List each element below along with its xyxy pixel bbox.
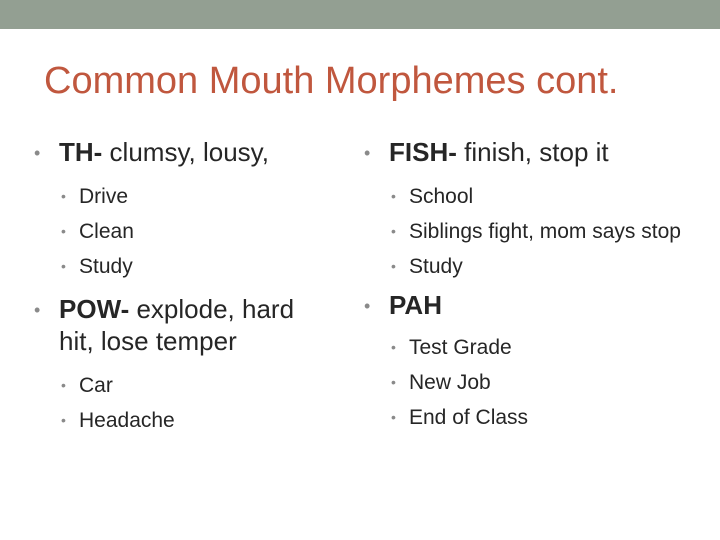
definition-fish: finish, stop it bbox=[456, 137, 609, 167]
sub-bullet: • Study bbox=[391, 255, 463, 278]
bullet-dot-icon: • bbox=[61, 188, 66, 204]
keyword-th: TH- bbox=[59, 137, 103, 167]
definition-th: clumsy, lousy, bbox=[102, 137, 269, 167]
bullet-dot-icon: • bbox=[391, 409, 396, 425]
sub-bullet: • New Job bbox=[391, 371, 491, 394]
bullet-dot-icon: • bbox=[364, 296, 371, 316]
slide-title: Common Mouth Morphemes cont. bbox=[44, 60, 619, 102]
bullet-dot-icon: • bbox=[34, 143, 41, 163]
bullet-dot-icon: • bbox=[61, 377, 66, 393]
sub-bullet: • Headache bbox=[61, 409, 175, 432]
bullet-dot-icon: • bbox=[391, 223, 396, 239]
bullet-dot-icon: • bbox=[61, 223, 66, 239]
bullet-dot-icon: • bbox=[391, 374, 396, 390]
bullet-pow bbox=[34, 293, 329, 357]
bullet-dot-icon: • bbox=[364, 143, 371, 163]
bullet-dot-icon: • bbox=[391, 339, 396, 355]
bullet-dot-icon: • bbox=[61, 412, 66, 428]
bullet-th bbox=[34, 136, 344, 168]
keyword-pah: PAH bbox=[389, 290, 442, 320]
sub-bullet: • Siblings fight, mom says stop bbox=[391, 220, 681, 243]
bullet-pah bbox=[364, 289, 694, 321]
sub-bullet: • School bbox=[391, 185, 474, 208]
right-column bbox=[364, 136, 694, 440]
sub-bullet: • Car bbox=[61, 374, 113, 397]
sub-bullet: • End of Class bbox=[391, 406, 529, 429]
top-accent-bar bbox=[0, 0, 720, 29]
left-column bbox=[34, 136, 344, 443]
bullet-dot-icon: • bbox=[34, 300, 41, 320]
definition-pow: explode, hard hit, lose temper bbox=[59, 294, 295, 356]
bullet-dot-icon: • bbox=[61, 258, 66, 274]
sub-bullet: • Clean bbox=[61, 220, 134, 243]
bullet-dot-icon: • bbox=[391, 188, 396, 204]
keyword-pow: POW- bbox=[59, 294, 130, 324]
sub-bullet: • Study bbox=[61, 255, 133, 278]
bullet-fish bbox=[364, 136, 694, 168]
bullet-dot-icon: • bbox=[391, 258, 396, 274]
sub-bullet: • Test Grade bbox=[391, 336, 512, 359]
sub-bullet: • Drive bbox=[61, 185, 129, 208]
keyword-fish: FISH- bbox=[389, 137, 457, 167]
